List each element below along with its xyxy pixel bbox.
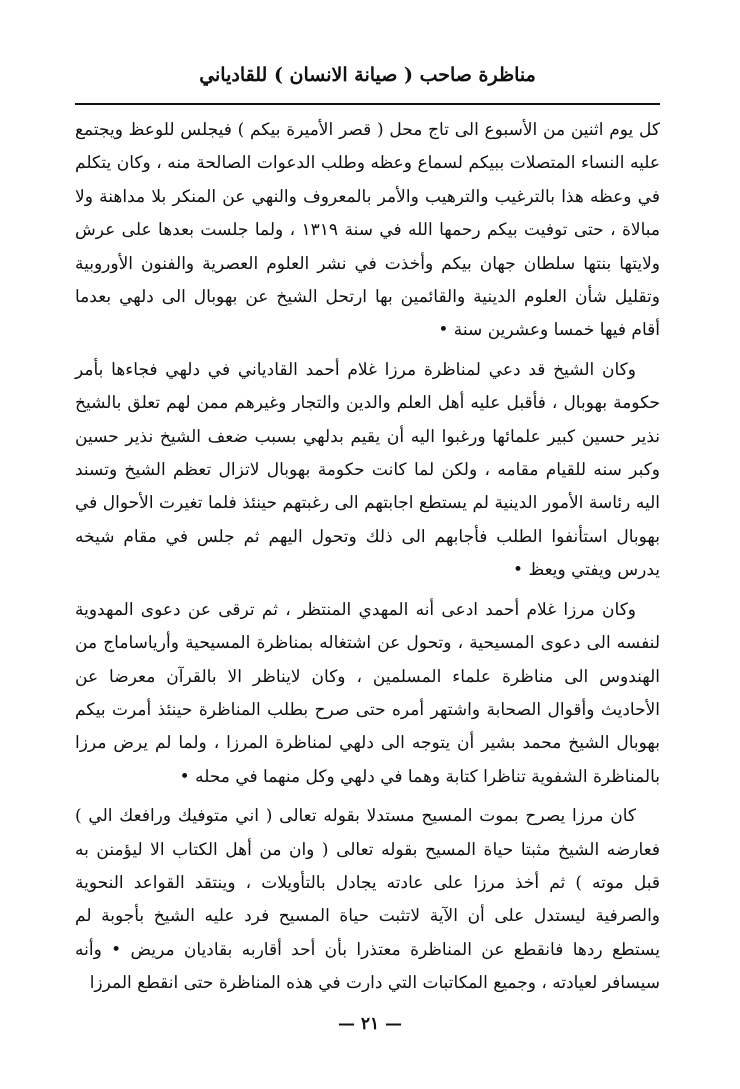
paragraph-3: وكان مرزا غلام أحمد ادعى أنه المهدي المنتظر ، ثم ترقى عن دعوى المهدوية لنفسه الى دعوى المسيحية ، وتحول عن اشتغاله بمناظرة المسيحية وأرياساماج من الهندوس الى مناظرة علماء المسلمين ، وكان لايناظر الا بالقرآن معرضا عن الأحاديث وأقوال الصحابة واشتهر أمره حتى صرح بطلب المناظرة حينئذ أمرت بيكم بهوبال الشيخ محمد بشير أن يتوجه الى دلهي لمناظرة المرزا ، ولما لم يرض مرزا بالمناظرة الشفوية تناظرا كتابة وهما في دلهي وكل منهما في محله •: [75, 599, 660, 787]
page-number: — ٢١ —: [337, 1014, 403, 1034]
header-rule: [75, 103, 660, 105]
paragraph-4: كان مرزا يصرح بموت المسيح مستدلا بقوله تعالى ( اني متوفيك ورافعك الي ) فعارضه الشيخ مثبتا حياة المسيح بقوله تعالى ( وان من أهل الكتاب الا ليؤمنن به قبل موته ) ثم أخذ مرزا على عادته يجادل بالتأويلات ، وينتقد القواعد النحوية والصرفية ليستدل على أن الآية لاتثبت حياة المسيح فرد عليه الشيخ بأجوبة لم يستطع ردها فانقطع عن المناظرة معتذرا بأن أحد أقاربه بقاديان مريض • وأنه سيسافر لعيادته ، وجميع المكاتبات التي دارت في هذه المناظرة حتى انقطع المرزا: [75, 806, 660, 994]
paragraph-2: وكان الشيخ قد دعي لمناظرة مرزا غلام أحمد القادياني في دلهي فجاءها بأمر حكومة بهوبال ، فأقبل عليه أهل العلم والدين والتجار وغيرهم ممن لهم تعلق بالشيخ نذير حسين كبير علمائها ورغبوا اليه أن يقيم بدلهي بسبب ضعف الشيخ نذير حسين وكبر سنه للقيام مقامه ، ولكن لما كانت حكومة بهوبال لاتزال تعظم الشيخ وتسند اليه رئاسة الأمور الدينية لم يستطع اجابتهم الى رغبتهم حينئذ فلما تغيرت الأحوال في بهوبال استأنفوا الطلب فأجابهم الى ذلك وتحول اليهم ثم جلس في مقام شيخه يدرس ويفتي ويعظ •: [75, 359, 660, 581]
running-title: مناظرة صاحب ( صيانة الانسان ) للقادياني: [199, 64, 536, 86]
paragraph-1: كل يوم اثنين من الأسبوع الى تاج محل ( قصر الأميرة بيكم ) فيجلس للوعظ ويجتمع عليه النساء المتصلات ببيكم لسماع وعظه وطلب الدعوات الصالحة منه ، وكان يتكلم في وعظه هذا بالترغيب والترهيب والأمر بالمعروف والنهي عن المنكر بلا مداهنة ولا مبالاة ، حتى توفيت بيكم رحمها الله في سنة ١٣١٩ ، ولما جلست بعدها على عرش ولايتها بنتها سلطان جهان بيكم وأخذت في نشر العلوم العصرية والفنون الأوروبية وتقليل شأن العلوم الدينية والقائمين بها ارتحل الشيخ عن بهوبال الى دلهي بعدما أقام فيها خمسا وعشرين سنة •: [75, 120, 660, 341]
body-text: [75, 114, 660, 1001]
